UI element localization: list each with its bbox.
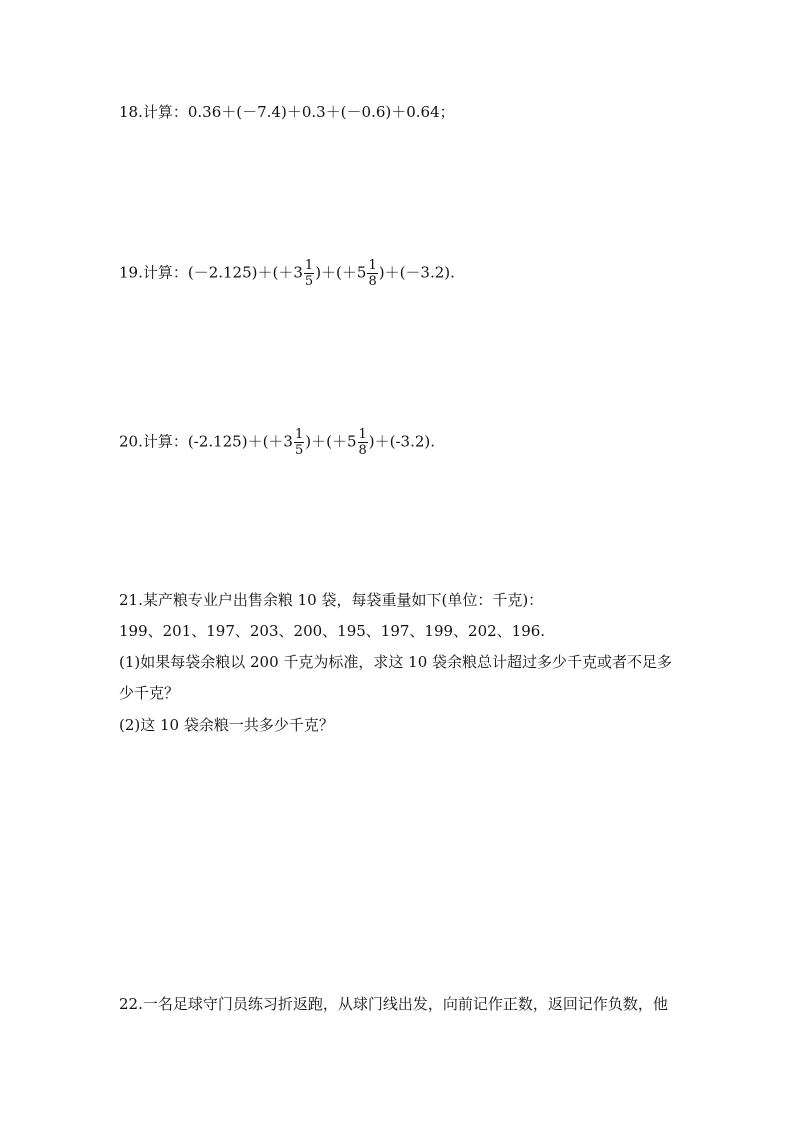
q19-frac2-num: 1 xyxy=(368,258,377,273)
q20-mid: )＋(＋5 xyxy=(305,432,357,451)
q19-frac1-den: 5 xyxy=(304,274,314,289)
question-21-part1: (1)如果每袋余粮以 200 千克为标准，求这 10 袋余粮总计超过多少千克或者不足多 xyxy=(119,653,673,671)
question-21-part2: (2)这 10 袋余粮一共多少千克？ xyxy=(119,716,334,734)
question-19 xyxy=(119,258,455,289)
question-21-intro: 21.某产粮专业户出售余粮 10 袋，每袋重量如下(单位：千克)： xyxy=(119,591,544,609)
question-20 xyxy=(119,427,435,458)
q19-fraction-2 xyxy=(367,258,377,289)
question-21-data: 199、201、197、203、200、195、197、199、202、196. xyxy=(119,622,546,640)
q19-mid: )＋(＋5 xyxy=(315,263,367,282)
q20-frac1-num: 1 xyxy=(294,427,304,442)
q19-frac1-num: 1 xyxy=(304,258,314,273)
q20-frac2-den: 8 xyxy=(358,443,367,458)
q20-suffix: )＋(-3.2). xyxy=(368,432,436,451)
q19-frac2-den: 8 xyxy=(368,274,377,289)
q20-prefix: 20.计算：(-2.125)＋(＋3 xyxy=(119,432,293,451)
q19-suffix: )＋(－3.2). xyxy=(378,263,455,282)
q20-frac2-num: 1 xyxy=(358,427,367,442)
q19-prefix: 19.计算：(－2.125)＋(＋3 xyxy=(119,263,303,282)
q20-fraction-1 xyxy=(294,427,304,458)
q20-fraction-2 xyxy=(358,427,368,458)
question-21-part1-cont: 少千克？ xyxy=(119,684,180,702)
q19-fraction-1 xyxy=(304,258,314,289)
q20-frac1-den: 5 xyxy=(294,443,304,458)
question-22: 22.一名足球守门员练习折返跑，从球门线出发，向前记作正数，返回记作负数，他 xyxy=(119,995,668,1013)
question-18: 18.计算：0.36＋(－7.4)＋0.3＋(－0.6)＋0.64； xyxy=(119,103,455,121)
